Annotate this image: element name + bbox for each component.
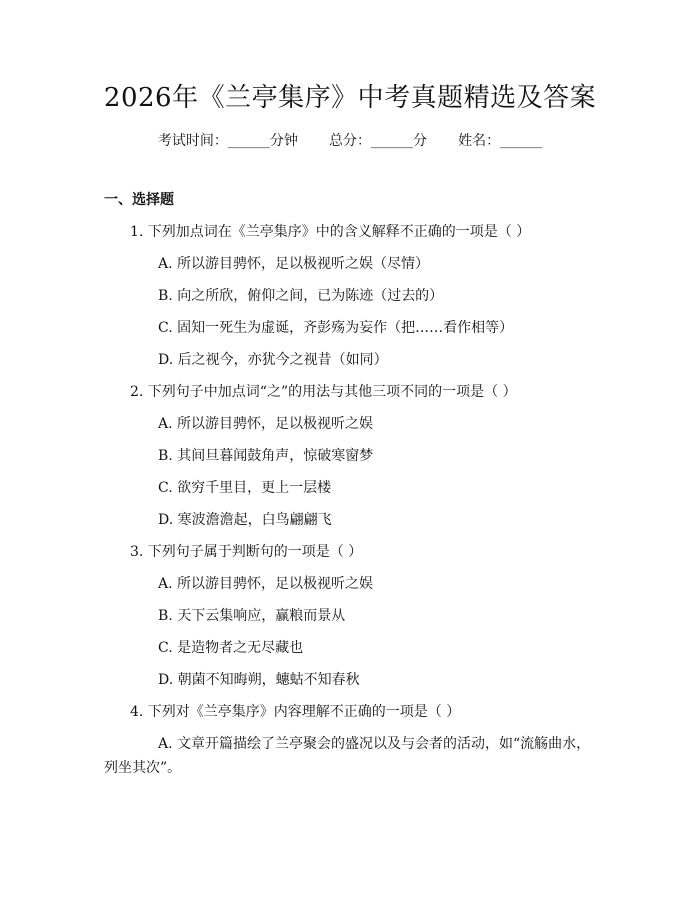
question-1-option-c: C. 固知一死生为虚诞，齐彭殇为妄作（把……看作相等）	[158, 320, 514, 336]
question-3-option-d: D. 朝菌不知晦朔，蟪蛄不知春秋	[158, 672, 360, 688]
question-2-option-d: D. 寒波澹澹起，白鸟翩翩飞	[158, 512, 332, 528]
question-2-option-c: C. 欲穷千里目，更上一层楼	[158, 480, 332, 496]
question-2-option-a: A. 所以游目骋怀，足以极视听之娱	[158, 416, 374, 432]
question-3-option-b: B. 天下云集响应，赢粮而景从	[158, 608, 346, 624]
exam-time-field: 考试时间：______分钟	[157, 133, 298, 149]
question-1-option-d: D. 后之视今，亦犹今之视昔（如同）	[158, 352, 388, 368]
exam-meta	[0, 130, 700, 152]
question-3-option-a: A. 所以游目骋怀，足以极视听之娱	[158, 576, 374, 592]
total-score-field: 总分：______分	[329, 133, 427, 149]
question-3-option-c: C. 是造物者之无尽藏也	[158, 640, 304, 656]
question-3-stem: 3. 下列句子属于判断句的一项是（ ）	[130, 544, 363, 560]
question-1-stem: 1. 下列加点词在《兰亭集序》中的含义解释不正确的一项是（ ）	[130, 224, 531, 240]
question-2-option-b: B. 其间旦暮闻鼓角声，惊破寒窗梦	[158, 448, 374, 464]
section-heading: 一、选择题	[104, 192, 174, 208]
question-2-stem: 2. 下列句子中加点词“之”的用法与其他三项不同的一项是（ ）	[130, 384, 517, 400]
question-1-option-a: A. 所以游目骋怀，足以极视听之娱（尽情）	[158, 256, 430, 272]
question-4-stem: 4. 下列对《兰亭集序》内容理解不正确的一项是（ ）	[130, 704, 461, 720]
question-4-option-a: A. 文章开篇描绘了兰亭聚会的盛况以及与会者的活动，如“流觞曲水，列坐其次”。	[104, 736, 591, 776]
page-title: 2026年《兰亭集序》中考真题精选及答案	[103, 83, 597, 113]
student-name-field: 姓名：______	[458, 133, 543, 149]
question-1-option-b: B. 向之所欣，俯仰之间，已为陈迹（过去的）	[158, 288, 444, 304]
